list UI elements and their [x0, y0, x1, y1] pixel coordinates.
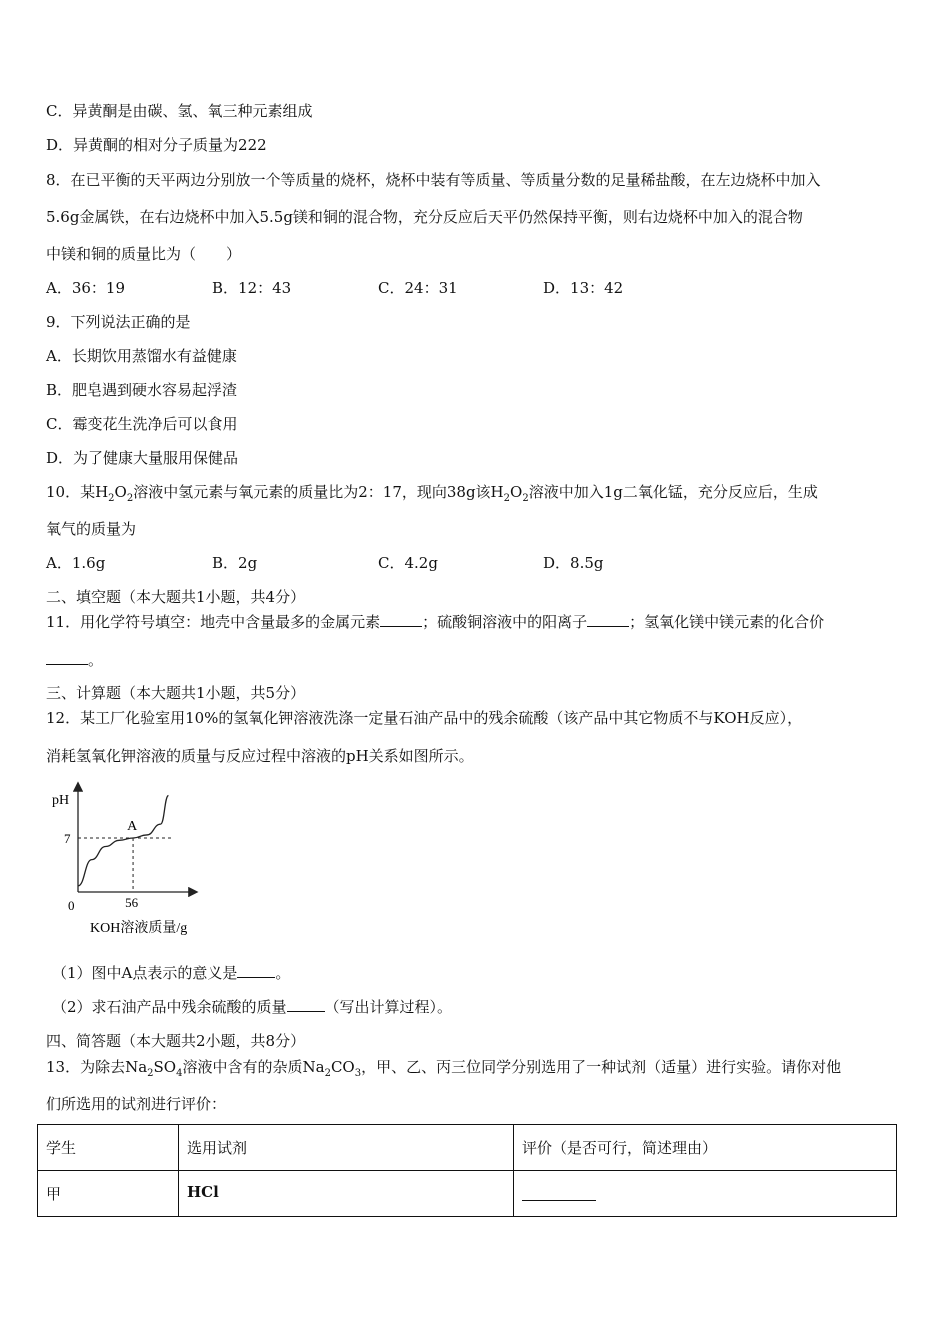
section-3-title: 三、计算题（本大题共1小题，共5分） [46, 684, 306, 702]
header-evaluation: 评价（是否可行，简述理由） [514, 1125, 897, 1171]
section-2-title: 二、填空题（本大题共1小题，共4分） [46, 588, 306, 606]
evaluation-table [37, 1124, 897, 1217]
q12-blank-1[interactable] [237, 963, 275, 978]
ph-chart [46, 778, 216, 938]
q9-option-d: D．为了健康大量服用保健品 [46, 449, 239, 467]
q8-option-a: A．36：19 [46, 279, 126, 297]
q7-option-d: D．异黄酮的相对分子质量为222 [46, 136, 267, 154]
q10-option-b: B．2g [212, 554, 258, 572]
x-axis-label: KOH溶液质量/g [90, 921, 188, 936]
q8-option-c: C．24：31 [378, 279, 458, 297]
q12-stem-line2: 消耗氢氧化钾溶液的质量与反应过程中溶液的pH关系如图所示。 [46, 747, 474, 765]
q12-blank-2[interactable] [287, 997, 325, 1012]
cell-evaluation [514, 1171, 897, 1217]
q13-stem-line2: 们所选用的试剂进行评价： [46, 1095, 227, 1113]
q13-stem-line1: 13．为除去$Na_2SO_4$溶液中含有的杂质$Na_2CO_3$，甲、乙、丙三位同学分别选用了一种试剂（适量）进行实验。请你对他 [46, 1058, 842, 1079]
q9-option-c: C．霉变花生洗净后可以食用 [46, 415, 238, 433]
q10-stem-line2: 氧气的质量为 [46, 520, 137, 538]
q7-option-c: C．异黄酮是由碳、氢、氧三种元素组成 [46, 102, 313, 120]
header-student: 学生 [38, 1125, 179, 1171]
cell-student: 甲 [38, 1171, 179, 1217]
q8-option-b: B．12：43 [212, 279, 292, 297]
x-tick-56: 56 [125, 895, 139, 910]
q12-stem-line1: 12．某工厂化验室用10%的氢氧化钾溶液洗涤一定量石油产品中的残余硫酸（该产品中其它物质不与KOH反应）， [46, 709, 803, 727]
q9-option-a: A．长期饮用蒸馏水有益健康 [46, 347, 237, 365]
table-row [38, 1171, 897, 1217]
q10-option-c: C．4.2g [378, 554, 438, 572]
q12-sub2: （2）求石油产品中残余硫酸的质量 （写出计算过程）。 [52, 998, 453, 1016]
y-tick-7: 7 [64, 831, 71, 846]
q12-sub1: （1）图中A点表示的意义是 。 [52, 964, 291, 982]
q8-option-d: D．13：42 [543, 279, 624, 297]
q9-stem: 9．下列说法正确的是 [46, 313, 191, 331]
q11-blank-2[interactable] [587, 612, 629, 627]
evaluation-answer-blank[interactable] [522, 1183, 596, 1201]
q11-blank-1[interactable] [380, 612, 422, 627]
q10-option-d: D．8.5g [543, 554, 604, 572]
q10-stem-line1: 10．某$H_2O_2$溶液中氢元素与氧元素的质量比为2：17，现向38g该$H_2O_2$溶液中加入1g二氧化锰，充分反应后，生成 [46, 483, 818, 504]
q11-stem-line2: 。 [46, 650, 103, 670]
q8-stem-line3: 中镁和铜的质量比为（ ） [46, 245, 242, 263]
q10-option-a: A．1.6g [46, 554, 106, 572]
q11-stem-line1: 11．用化学符号填空：地壳中含量最多的金属元素 ；硫酸铜溶液中的阳离子 ；氢氧化镁中镁元素的化合价 [46, 613, 825, 631]
origin-label: 0 [68, 898, 75, 913]
y-axis-label: pH [52, 793, 70, 808]
q11-blank-3[interactable] [46, 650, 88, 665]
header-reagent: 选用试剂 [179, 1125, 514, 1171]
q8-stem-line2: 5.6g金属铁，在右边烧杯中加入5.5g镁和铜的混合物，充分反应后天平仍然保持平衡，则右边烧杯中加入的混合物 [46, 208, 803, 226]
table-header-row [38, 1125, 897, 1171]
point-a-label: A [127, 819, 138, 834]
q9-option-b: B．肥皂遇到硬水容易起浮渣 [46, 381, 238, 399]
cell-reagent: HCl [179, 1171, 514, 1217]
q8-stem-line1: 8．在已平衡的天平两边分别放一个等质量的烧杯，烧杯中装有等质量、等质量分数的足量稀盐酸，在左边烧杯中加入 [46, 171, 821, 189]
section-4-title: 四、简答题（本大题共2小题，共8分） [46, 1032, 306, 1050]
ph-curve [78, 796, 168, 886]
